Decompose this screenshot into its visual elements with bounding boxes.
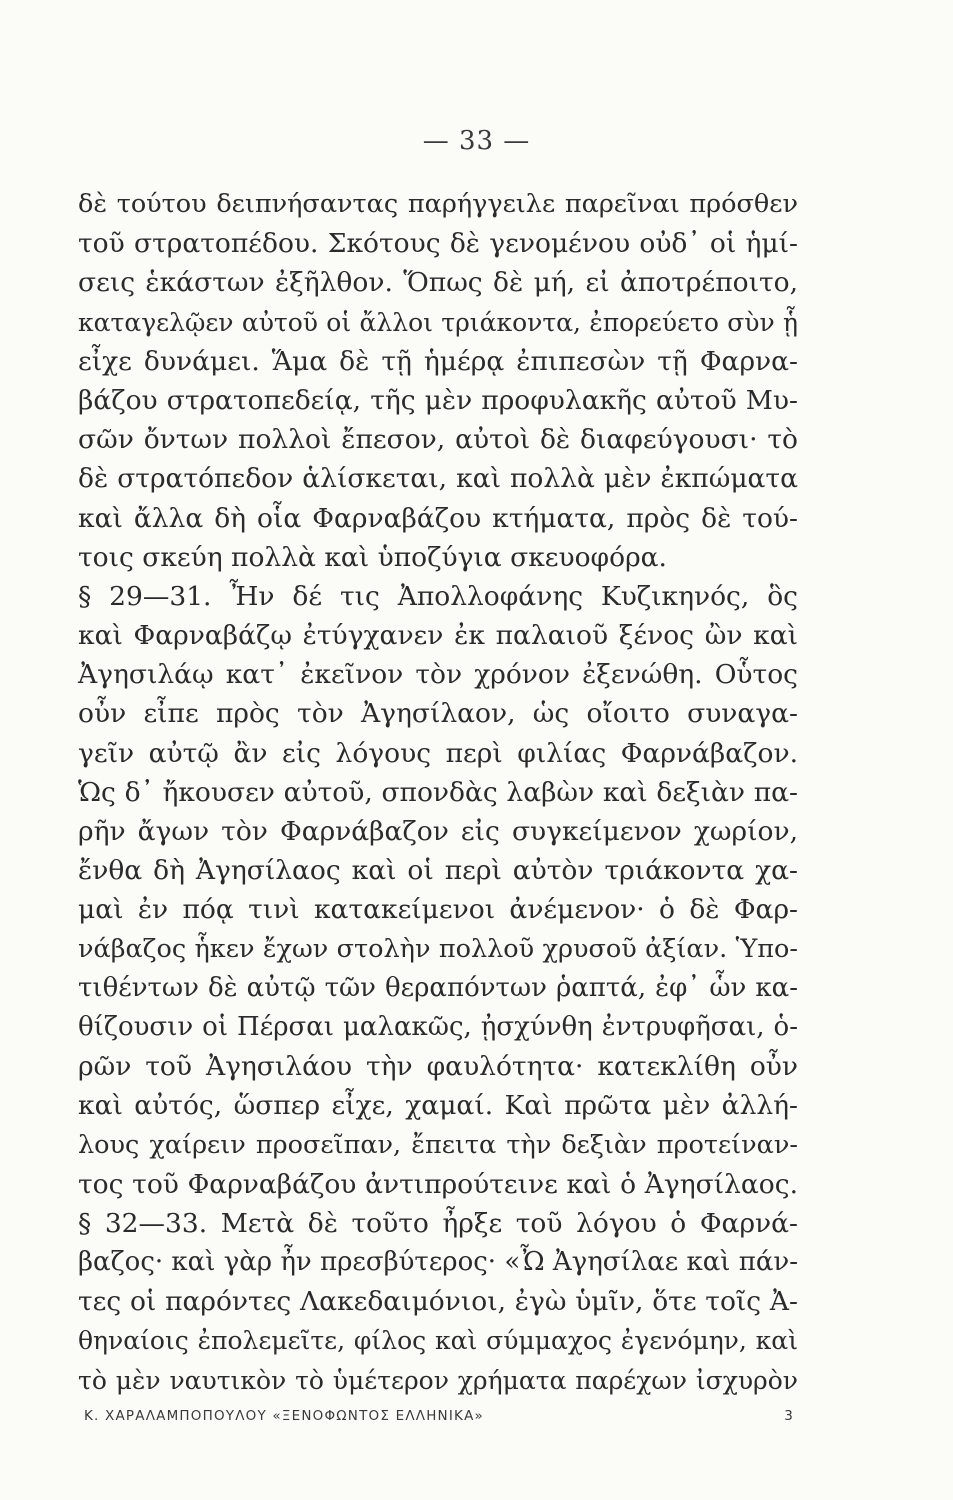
text-line: τες οἱ παρόντες Λακεδαιμόνιοι, ἐγὼ ὑμῖν, ὅτε τοῖς Ἀ- (78, 1286, 798, 1318)
page-number: — 33 — (422, 126, 531, 156)
text-line: λους χαίρειν προσεῖπαν, ἔπειτα τὴν δεξιὰν προτείναν- (78, 1129, 798, 1160)
text-line: καὶ ἄλλα δὴ οἷα Φαρναβάζου κτήματα, πρὸς δὲ τού- (78, 502, 798, 534)
text-line: § 32—33. Μετὰ δὲ τοῦτο ἦρξε τοῦ λόγου ὁ Φαρνά- (78, 1207, 798, 1239)
text-line: τοῦ στρατοπέδου. Σκότους δὲ γενομένου οὐδ᾽ οἱ ἡμί- (78, 228, 798, 260)
text-line: θίζουσιν οἱ Πέρσαι μαλακῶς, ᾐσχύνθη ἐντρυφῆσαι, ὁ- (78, 1011, 798, 1042)
text-line: Ἀγησιλάῳ κατ᾽ ἐκεῖνον τὸν χρόνον ἐξενώθη. Οὗτος (78, 659, 798, 691)
text-line: θηναίοις ἐπολεμεῖτε, φίλος καὶ σύμμαχος ἐγενόμην, καὶ (78, 1326, 798, 1356)
text-line: βαζος· καὶ γὰρ ἦν πρεσβύτερος· «Ὦ Ἀγησίλαε καὶ πάν- (78, 1247, 798, 1278)
text-line: σῶν ὄντων πολλοὶ ἔπεσον, αὐτοὶ δὲ διαφεύγουσι· τὸ (78, 424, 798, 456)
text-line: δὲ στρατόπεδον ἁλίσκεται, καὶ πολλὰ μὲν ἐκπώματα (78, 463, 798, 495)
text-line: τος τοῦ Φαρναβάζου ἀντιπρούτεινε καὶ ὁ Ἀγησίλαος. (78, 1168, 798, 1200)
text-line: τιθέντων δὲ αὐτῷ τῶν θεραπόντων ῥαπτά, ἐφ᾽ ὧν κα- (78, 972, 798, 1003)
text-line: § 29—31. Ἦν δέ τις Ἀπολλοφάνης Κυζικηνός, ὃς (78, 580, 798, 612)
text-line: βάζου στρατοπεδείᾳ, τῆς μὲν προφυλακῆς αὐτοῦ Μυ- (78, 384, 798, 416)
text-line: οὖν εἶπε πρὸς τὸν Ἀγησίλαον, ὡς οἴοιτο συναγα- (78, 698, 798, 730)
text-line: τοις σκεύη πολλὰ καὶ ὑποζύγια σκευοφόρα. (78, 541, 667, 573)
text-line: ρῶν τοῦ Ἀγησιλάου τὴν φαυλότητα· κατεκλίθη οὖν (78, 1051, 798, 1083)
text-line: εἶχε δυνάμει. Ἅμα δὲ τῇ ἡμέρᾳ ἐπιπεσὼν τῇ Φαρνα- (78, 345, 798, 377)
text-line: ἔνθα δὴ Ἀγησίλαος καὶ οἱ περὶ αὐτὸν τριάκοντα χα- (78, 855, 798, 887)
text-line: καὶ αὐτός, ὥσπερ εἶχε, χαμαί. Καὶ πρῶτα μὲν ἀλλή- (78, 1090, 798, 1122)
text-line: σεις ἑκάστων ἐξῆλθον. Ὅπως δὲ μή, εἰ ἀποτρέποιτο, (78, 267, 798, 299)
text-line: ρῆν ἄγων τὸν Φαρνάβαζον εἰς συγκείμενον χωρίον, (78, 816, 798, 847)
body-text (78, 185, 798, 1400)
text-line: γεῖν αὐτῷ ἂν εἰς λόγους περὶ φιλίας Φαρνάβαζον. (78, 737, 798, 769)
text-line: τὸ μὲν ναυτικὸν τὸ ὑμέτερον χρήματα παρέχων ἰσχυρὸν (78, 1365, 798, 1395)
text-line: καὶ Φαρναβάζῳ ἐτύγχανεν ἐκ παλαιοῦ ξένος ὢν καὶ (78, 620, 798, 652)
footer-signature: Κ. ΧΑΡΑΛΑΜΠΟΠΟΥΛΟΥ «ΞΕΝΟΦΩΝΤΟΣ ΕΛΛΗΝΙΚΑ» (84, 1408, 484, 1424)
signature-mark: 3 (784, 1408, 794, 1424)
text-line: νάβαζος ἧκεν ἔχων στολὴν πολλοῦ χρυσοῦ ἀξίαν. Ὑπο- (78, 933, 798, 964)
text-line: καταγελῷεν αὐτοῦ οἱ ἄλλοι τριάκοντα, ἐπορεύετο σὺν ᾗ (78, 307, 798, 337)
text-line: Ὡς δ᾽ ἤκουσεν αὐτοῦ, σπονδὰς λαβὼν καὶ δεξιὰν πα- (78, 776, 798, 808)
text-line: δὲ τούτου δειπνήσαντας παρήγγειλε παρεῖναι πρόσθεν (78, 189, 798, 219)
text-line: μαὶ ἐν πόᾳ τινὶ κατακείμενοι ἀνέμενον· ὁ δὲ Φαρ- (78, 894, 798, 926)
